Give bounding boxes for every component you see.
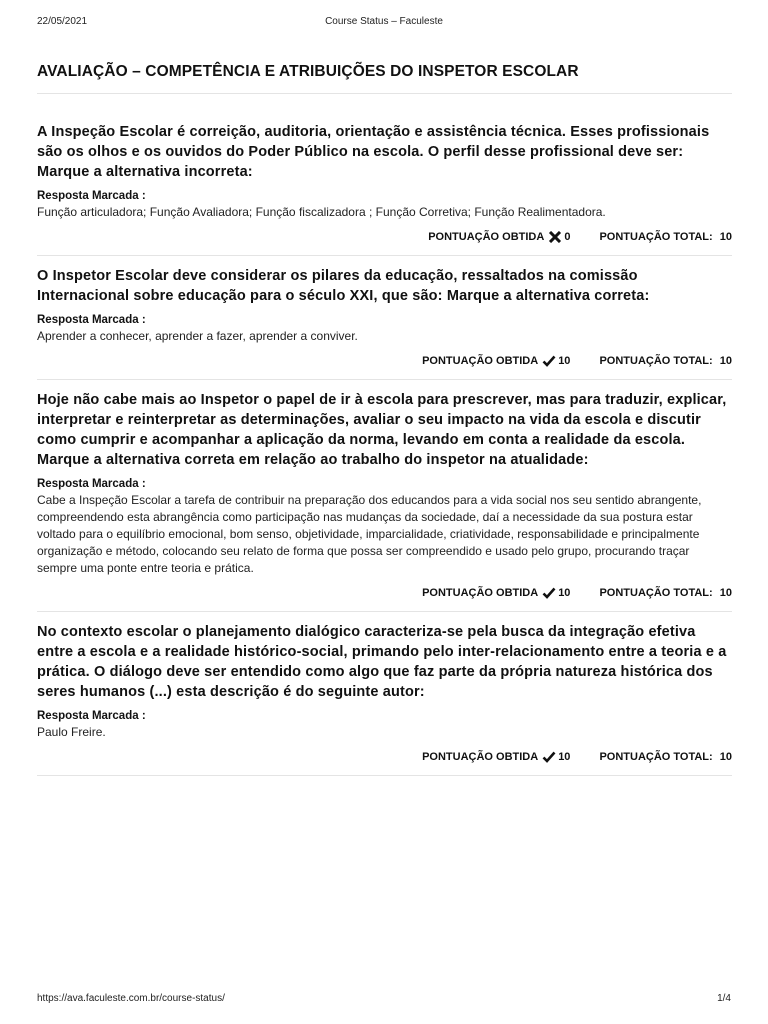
score-total (599, 355, 732, 367)
question-text: Hoje não cabe mais ao Inspetor o papel de ir à escola para prescrever, mas para traduzir, explicar, interpretar e reinterpretar as determinações, avaliar o seu impacto na vida da escola e discutir como cumprir e acompanhar a aplicação da norma, levando em conta a realidade da escola. Marque a alternativa correta em relação ao trabalho do inspetor na atualidade: (37, 392, 727, 468)
score-obtained-label: PONTUAÇÃO OBTIDA (422, 751, 539, 763)
page-number: 1/4 (717, 993, 731, 1004)
check-icon (542, 355, 556, 367)
score-total-value: 10 (719, 355, 732, 367)
question-text: O Inspetor Escolar deve considerar os pilares da educação, ressaltados na comissão Internacional sobre educação para o século XXI, que são: Marque a alternativa correta: (37, 268, 650, 304)
score-obtained-value: 0 (564, 231, 571, 243)
answer-label: Resposta Marcada : (37, 478, 146, 490)
score-obtained (422, 751, 570, 763)
print-url: https://ava.faculeste.com.br/course-status/ (37, 993, 225, 1004)
score-total (599, 751, 732, 763)
question-text: No contexto escolar o planejamento dialógico caracteriza-se pela busca da integração efetiva entre a escola e a realidade histórico-social, primando pelo inter-relacionamento entre a teoria e a prática. O diálogo deve ser entendido como algo que faz parte da própria natureza histórica dos seres humanos (...) esta descrição é do seguinte autor: (37, 624, 727, 700)
score-total-label: PONTUAÇÃO TOTAL: (599, 231, 713, 243)
score-obtained-value: 10 (558, 355, 571, 367)
score-row (37, 354, 732, 368)
score-total-value: 10 (719, 751, 732, 763)
score-row (37, 750, 732, 764)
print-footer (37, 993, 731, 1007)
check-icon (542, 751, 556, 763)
score-obtained-label: PONTUAÇÃO OBTIDA (422, 355, 539, 367)
print-document-title: Course Status – Faculeste (325, 16, 443, 27)
score-obtained (422, 355, 570, 367)
main-content (37, 60, 732, 776)
score-row (37, 230, 732, 244)
score-total-value: 10 (719, 231, 732, 243)
answer-text: Cabe a Inspeção Escolar a tarefa de contribuir na preparação dos educandos para a vida social nos seu sentido abrangente, compreendendo esta abrangência como participação nas mudanças da sociedade, daí a necessidade da sua postura estar voltado para o equilíbrio emocional, bom senso, objetividade, imparcialidade, criatividade, responsabilidade e principalmente organização e método, colocando seu relato de forma que possa ser compreendido e usado pelo grupo, procurando traçar sempre uma ponte entre teoria e prática. (37, 493, 702, 575)
cross-icon (548, 231, 562, 243)
answer-text: Aprender a conhecer, aprender a fazer, aprender a conviver. (37, 329, 358, 343)
score-total (599, 231, 732, 243)
answer-text: Função articuladora; Função Avaliadora; Função fiscalizadora ; Função Corretiva; Função Realimentadora. (37, 205, 606, 219)
question-item (37, 94, 732, 256)
question-item (37, 256, 732, 380)
score-total-label: PONTUAÇÃO TOTAL: (599, 587, 713, 599)
score-row (37, 586, 732, 600)
page-title: AVALIAÇÃO – COMPETÊNCIA E ATRIBUIÇÕES DO INSPETOR ESCOLAR (37, 60, 732, 94)
score-obtained (422, 587, 570, 599)
answer-label: Resposta Marcada : (37, 710, 146, 722)
check-icon (542, 587, 556, 599)
score-obtained (428, 231, 570, 243)
print-date: 22/05/2021 (37, 16, 88, 27)
score-total-label: PONTUAÇÃO TOTAL: (599, 751, 713, 763)
question-item (37, 612, 732, 776)
score-total-label: PONTUAÇÃO TOTAL: (599, 355, 713, 367)
score-total (599, 587, 732, 599)
score-obtained-value: 10 (558, 751, 571, 763)
question-text: A Inspeção Escolar é correição, auditoria, orientação e assistência técnica. Esses profissionais são os olhos e os ouvidos do Poder Público na escola. O perfil desse profissional deve ser: Marque a alternativa incorreta: (37, 124, 710, 180)
score-obtained-label: PONTUAÇÃO OBTIDA (428, 231, 545, 243)
score-obtained-label: PONTUAÇÃO OBTIDA (422, 587, 539, 599)
score-total-value: 10 (719, 587, 732, 599)
question-item (37, 380, 732, 612)
answer-text: Paulo Freire. (37, 725, 106, 739)
answer-label: Resposta Marcada : (37, 314, 146, 326)
score-obtained-value: 10 (558, 587, 571, 599)
answer-label: Resposta Marcada : (37, 190, 146, 202)
print-header (37, 16, 731, 30)
